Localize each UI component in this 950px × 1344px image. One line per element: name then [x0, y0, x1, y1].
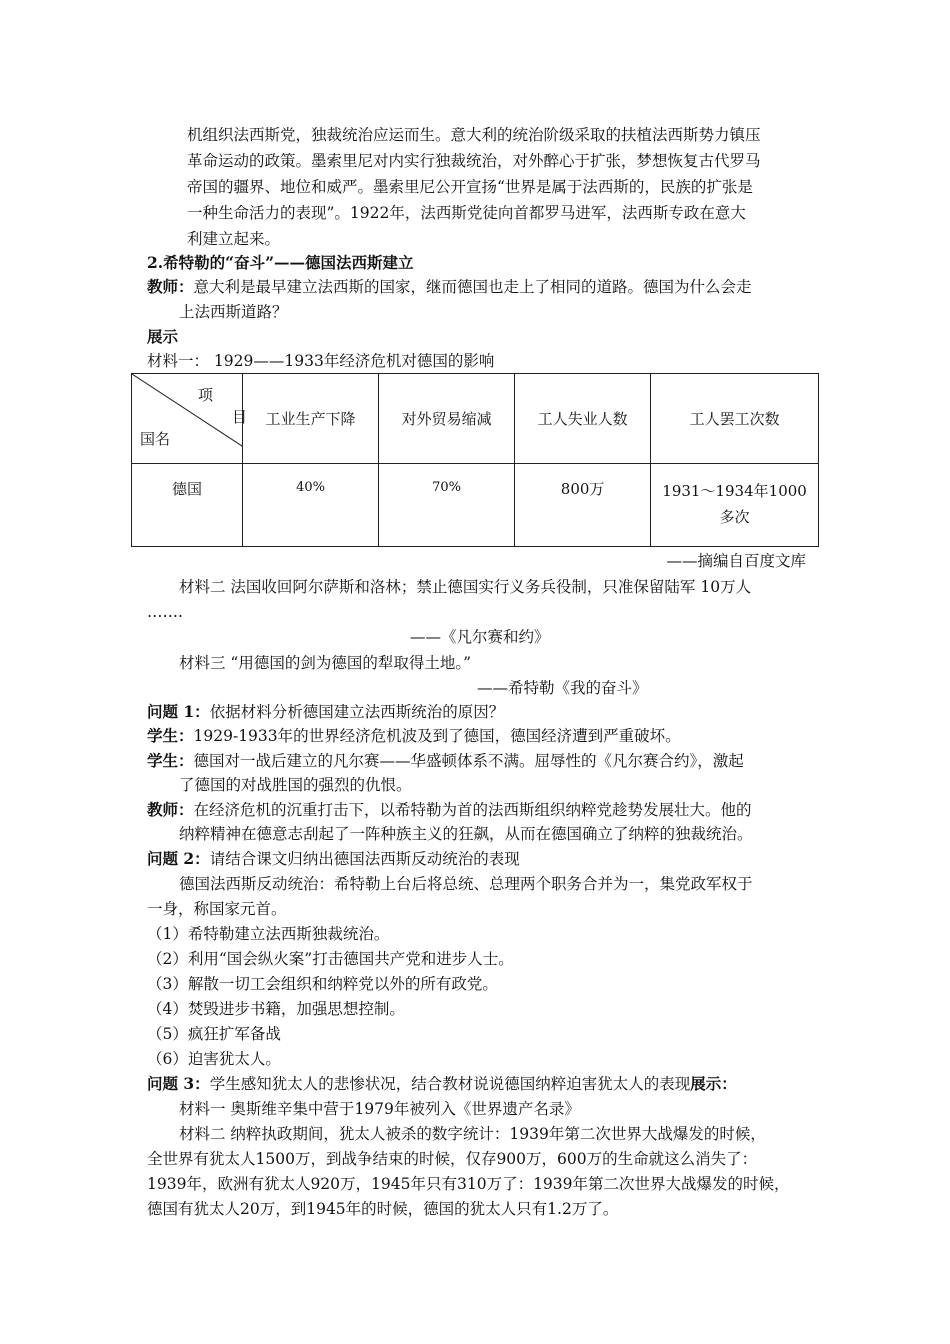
strike-count-line-2: 多次 — [719, 508, 750, 526]
crisis-impact-table — [131, 373, 819, 547]
answer-text: 1929-1933年的世界经济危机波及到了德国，德国经济遭到严重破坏。 — [193, 727, 681, 745]
question-label: 问题 2： — [147, 849, 210, 868]
question-label: 问题 1： — [147, 702, 210, 721]
show-label: 展示 — [147, 327, 179, 346]
table-row — [132, 464, 819, 547]
intro-line-3: 帝国的疆界、地位和威严。墨索里尼公开宣扬“世界是属于法西斯的，民族的扩张是 — [187, 178, 753, 196]
table-cell — [651, 464, 819, 547]
student-answer-2-line-2: 了德国的对战胜国的强烈的仇恨。 — [179, 776, 412, 794]
material-2-line-1: 材料二 法国收回阿尔萨斯和洛林；禁止德国实行义务兵役制，只准保留陆军 10万人 — [179, 578, 752, 596]
material-3-2-line-2: 全世界有犹太人1500万，到战争结束的时候，仅存900万，600万的生命就这么消失了： — [147, 1150, 758, 1168]
question-1 — [147, 699, 504, 725]
header-country-label: 国名 — [140, 430, 171, 448]
header-mu-label: 目 — [232, 408, 248, 426]
intro-line-5: 利建立起来。 — [187, 230, 281, 248]
material-3-2-line-1: 材料二 纳粹执政期间，犹太人被杀的数字统计：1939年第二次世界大战爆发的时候， — [179, 1125, 766, 1143]
table-cell: 800万 — [515, 464, 651, 547]
column-header: 工业生产下降 — [243, 374, 379, 464]
student-answer-1 — [147, 723, 681, 749]
teacher-1-line-2: 上法西斯道路？ — [179, 303, 288, 321]
question-text: 请结合课文归纳出德国法西斯反动统治的表现 — [209, 850, 520, 868]
question-2 — [147, 846, 520, 872]
list-item: （6）迫害犹太人。 — [147, 1050, 281, 1068]
list-item: （2）利用“国会纵火案”打击德国共产党和进步人士。 — [147, 950, 514, 968]
speaker-label: 教师： — [147, 800, 194, 819]
list-item: （3）解散一切工会组织和纳粹党以外的所有政党。 — [147, 975, 498, 993]
nazi-rule-line-1: 德国法西斯反动统治：希特勒上台后将总统、总理两个职务合并为一，集党政军权于 — [179, 875, 753, 893]
column-header: 工人罢工次数 — [651, 374, 819, 464]
material-2-line-2: ……. — [147, 603, 183, 621]
source-baidu: ——摘编自百度文库 — [666, 552, 806, 570]
intro-line-1: 机组织法西斯党，独裁统治应运而生。意大利的统治阶级采取的扶植法西斯势力镇压 — [187, 126, 761, 144]
question-label: 问题 3： — [147, 1074, 210, 1093]
material-3-2-line-4: 德国有犹太人20万，到1945年的时候，德国的犹太人只有1.2万了。 — [147, 1200, 619, 1218]
material-3: 材料三 “用德国的剑为德国的犁取得土地。” — [179, 654, 472, 672]
column-header: 对外贸易缩减 — [379, 374, 515, 464]
speaker-label: 学生： — [147, 726, 194, 745]
teacher-2-line-2: 纳粹精神在德意志刮起了一阵种族主义的狂飙，从而在德国确立了纳粹的独裁统治。 — [179, 825, 753, 843]
teacher-2-text: 在经济危机的沉重打击下，以希特勒为首的法西斯组织纳粹党趁势发展壮大。他的 — [193, 801, 752, 819]
speaker-label: 教师： — [147, 277, 194, 296]
list-item: （1）希特勒建立法西斯独裁统治。 — [147, 925, 390, 943]
material-3-1: 材料一 奥斯维辛集中营于1979年被列入《世界遗产名录》 — [179, 1100, 580, 1118]
show-label-inline: 展示： — [690, 1074, 737, 1093]
list-item: （5）疯狂扩军备战 — [147, 1025, 281, 1043]
question-text: 依据材料分析德国建立法西斯统治的原因？ — [209, 703, 505, 721]
table-header-row — [132, 374, 819, 464]
answer-text: 德国对一战后建立的凡尔赛——华盛顿体系不满。屈辱性的《凡尔赛合约》，激起 — [193, 752, 744, 770]
teacher-2-line-1 — [147, 797, 752, 823]
source-mein-kampf: ——希特勒《我的奋斗》 — [477, 679, 648, 697]
intro-line-4: 一种生命活力的表现”。1922年，法西斯党徒向首都罗马进军，法西斯专政在意大 — [187, 204, 746, 222]
intro-line-2: 革命运动的政策。墨索里尼对内实行独裁统治，对外醉心于扩张，梦想恢复古代罗马 — [187, 152, 761, 170]
question-3 — [147, 1071, 737, 1097]
header-item-label: 项 — [198, 386, 214, 404]
diagonal-header-cell — [132, 374, 248, 464]
table-cell: 40% — [243, 464, 379, 547]
teacher-1-text: 意大利是最早建立法西斯的国家，继而德国也走上了相同的道路。德国为什么会走 — [193, 278, 752, 296]
speaker-label: 学生： — [147, 751, 194, 770]
nazi-rule-line-2: 一身，称国家元首。 — [147, 900, 287, 918]
student-answer-2-line-1 — [147, 748, 744, 774]
row-country: 德国 — [132, 464, 243, 547]
list-item: （4）焚毁进步书籍，加强思想控制。 — [147, 1000, 405, 1018]
column-header: 工人失业人数 — [515, 374, 651, 464]
material-3-2-line-3: 1939年，欧洲有犹太人920万，1945年只有310万了：1939年第二次世界大战爆发的时候， — [147, 1175, 790, 1193]
teacher-1-line-1 — [147, 274, 752, 300]
source-versailles: ——《凡尔赛和约》 — [410, 628, 550, 646]
strike-count-line-1: 1931～1934年1000 — [662, 482, 807, 500]
table-cell: 70% — [379, 464, 515, 547]
question-text: 学生感知犹太人的悲惨状况，结合教材说说德国纳粹迫害犹太人的表现 — [209, 1075, 691, 1093]
section-2-title: 2.希特勒的“奋斗”——德国法西斯建立 — [147, 253, 414, 272]
material-1-caption: 材料一： 1929——1933年经济危机对德国的影响 — [147, 352, 495, 370]
diagonal-line — [132, 374, 242, 463]
